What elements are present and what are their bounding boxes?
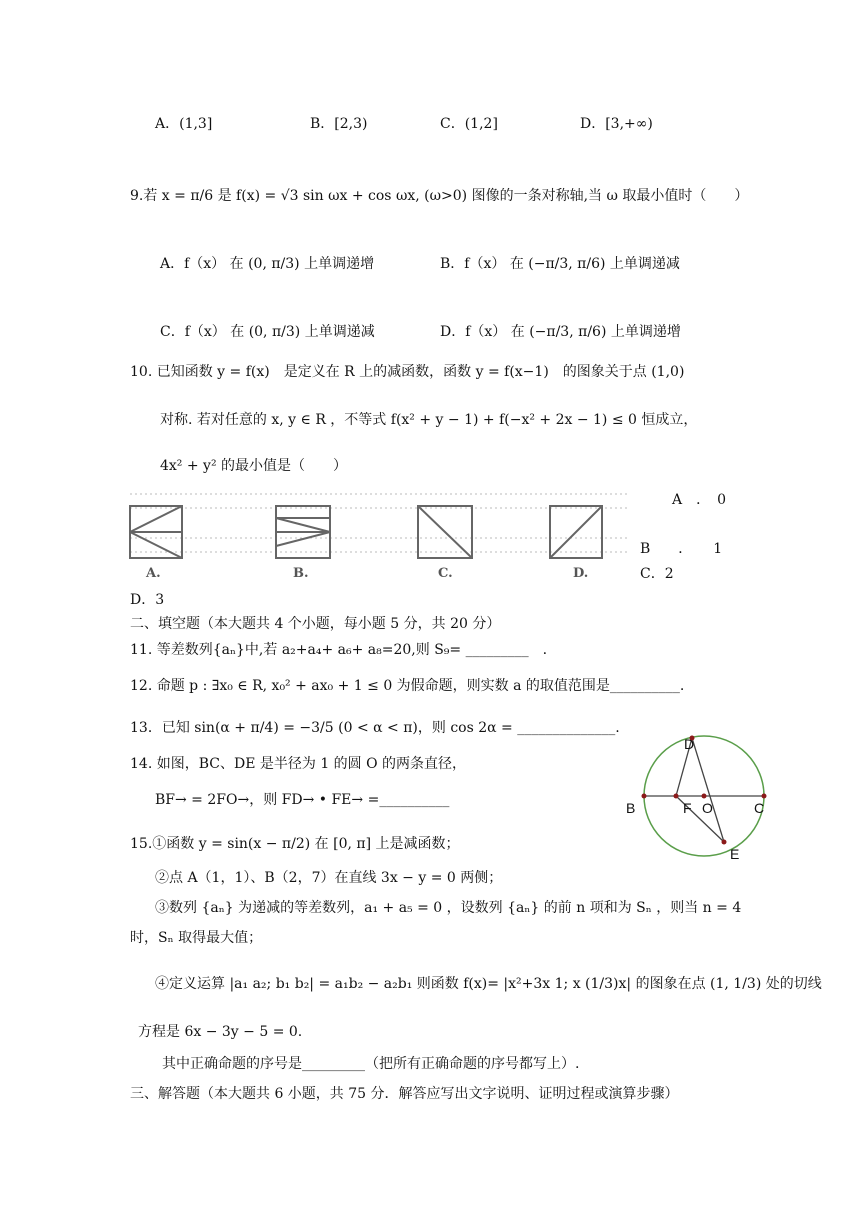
q15-item4a: ④定义运算 |a₁ a₂; b₁ b₂| = a₁b₂ − a₂b₁ 则函数 f(x)= |x²+3x 1; x (1/3)x| 的图象在点 (1, 1/3) 处的切线: [155, 976, 822, 992]
label-b: B: [626, 800, 636, 816]
q9-option-d: D．f（x） 在 (−π/3, π/6) 上单调递增: [440, 324, 681, 340]
q8-option-d: D．[3,+∞): [580, 116, 653, 132]
figure-a: [130, 506, 182, 558]
label-c: C: [754, 800, 765, 816]
q10-option-a: A ． 0: [672, 492, 727, 508]
q12: 12. 命题 p : ∃x₀ ∈ R, x₀² + ax₀ + 1 ≤ 0 为假命题，则实数 a 的取值范围是__________.: [130, 678, 685, 694]
q9-option-c: C．f（x） 在 (0, π/3) 上单调递减: [160, 324, 375, 340]
section3-heading: 三、解答题（本大题共 6 小题，共 75 分．解答应写出文字说明、证明过程或演算步骤）: [130, 1086, 679, 1102]
label-e: E: [730, 846, 740, 862]
q8-option-b: B．[2,3): [310, 116, 368, 132]
label-f: F: [683, 800, 692, 816]
q10-line1: 10. 已知函数 y = f(x) 是定义在 R 上的减函数，函数 y = f(x−1) 的图象关于点 (1,0): [130, 364, 685, 380]
figure-b: [276, 506, 330, 558]
q15-item3a: ③数列 {aₙ} 为递减的等差数列，a₁ + a₅ = 0 ，设数列 {aₙ} 的前 n 项和为 Sₙ ，则当 n = 4: [155, 900, 742, 916]
q15-item4b: 方程是 6x − 3y − 5 = 0.: [138, 1024, 303, 1040]
q9-option-a: A．f（x） 在 (0, π/3) 上单调递增: [160, 256, 375, 272]
figure-label-b: B.: [293, 566, 309, 581]
q8-option-a: A．(1,3]: [155, 116, 213, 132]
q11: 11. 等差数列{aₙ}中,若 a₂+a₄+ a₆+ a₈=20,则 S₉= _________ .: [130, 642, 548, 658]
q14-line1: 14. 如图，BC、DE 是半径为 1 的圆 O 的两条直径，: [130, 756, 467, 772]
label-o: O: [702, 800, 713, 816]
q15-item3b: 时，Sₙ 取得最大值；: [130, 930, 263, 946]
q14-line2: BF→ = 2FO→，则 FD→ • FE→ =__________: [155, 792, 450, 808]
q10-option-c: C．2: [640, 566, 674, 582]
q10-option-d: D．3: [130, 592, 165, 608]
q10-figure-strip: [120, 488, 640, 583]
figure-c: [418, 506, 472, 558]
q10-line3: 4x² + y² 的最小值是（ ）: [160, 458, 348, 474]
q10-option-b: B ． 1: [640, 541, 723, 557]
q13: 13．已知 sin(α + π/4) = −3/5 (0 < α < π)，则 cos 2α = ______________.: [130, 720, 620, 736]
q8-option-c: C．(1,2]: [440, 116, 498, 132]
figure-label-c: C.: [438, 566, 453, 581]
section2-heading: 二、填空题（本大题共 4 个小题，每小题 5 分，共 20 分）: [130, 616, 501, 632]
q15-ask: 其中正确命题的序号是_________（把所有正确命题的序号都写上）.: [162, 1056, 580, 1072]
figure-label-a: A.: [146, 566, 161, 581]
q15-item1: 15.①函数 y = sin(x − π/2) 在 [0, π] 上是减函数；: [130, 836, 460, 852]
q10-line2: 对称. 若对任意的 x, y ∈ R ，不等式 f(x² + y − 1) + f(−x² + 2x − 1) ≤ 0 恒成立，: [160, 412, 698, 428]
label-d: D: [684, 736, 695, 752]
figure-d: [550, 506, 602, 558]
figure-label-d: D.: [573, 566, 589, 581]
q9-stem: 9.若 x = π/6 是 f(x) = √3 sin ωx + cos ωx, (ω>0) 图像的一条对称轴,当 ω 取最小值时（ ）: [130, 188, 749, 204]
q9-option-b: B．f（x） 在 (−π/3, π/6) 上单调递减: [440, 256, 680, 272]
q15-item2: ②点 A（1，1）、B（2，7）在直线 3x − y = 0 两侧；: [155, 870, 503, 886]
